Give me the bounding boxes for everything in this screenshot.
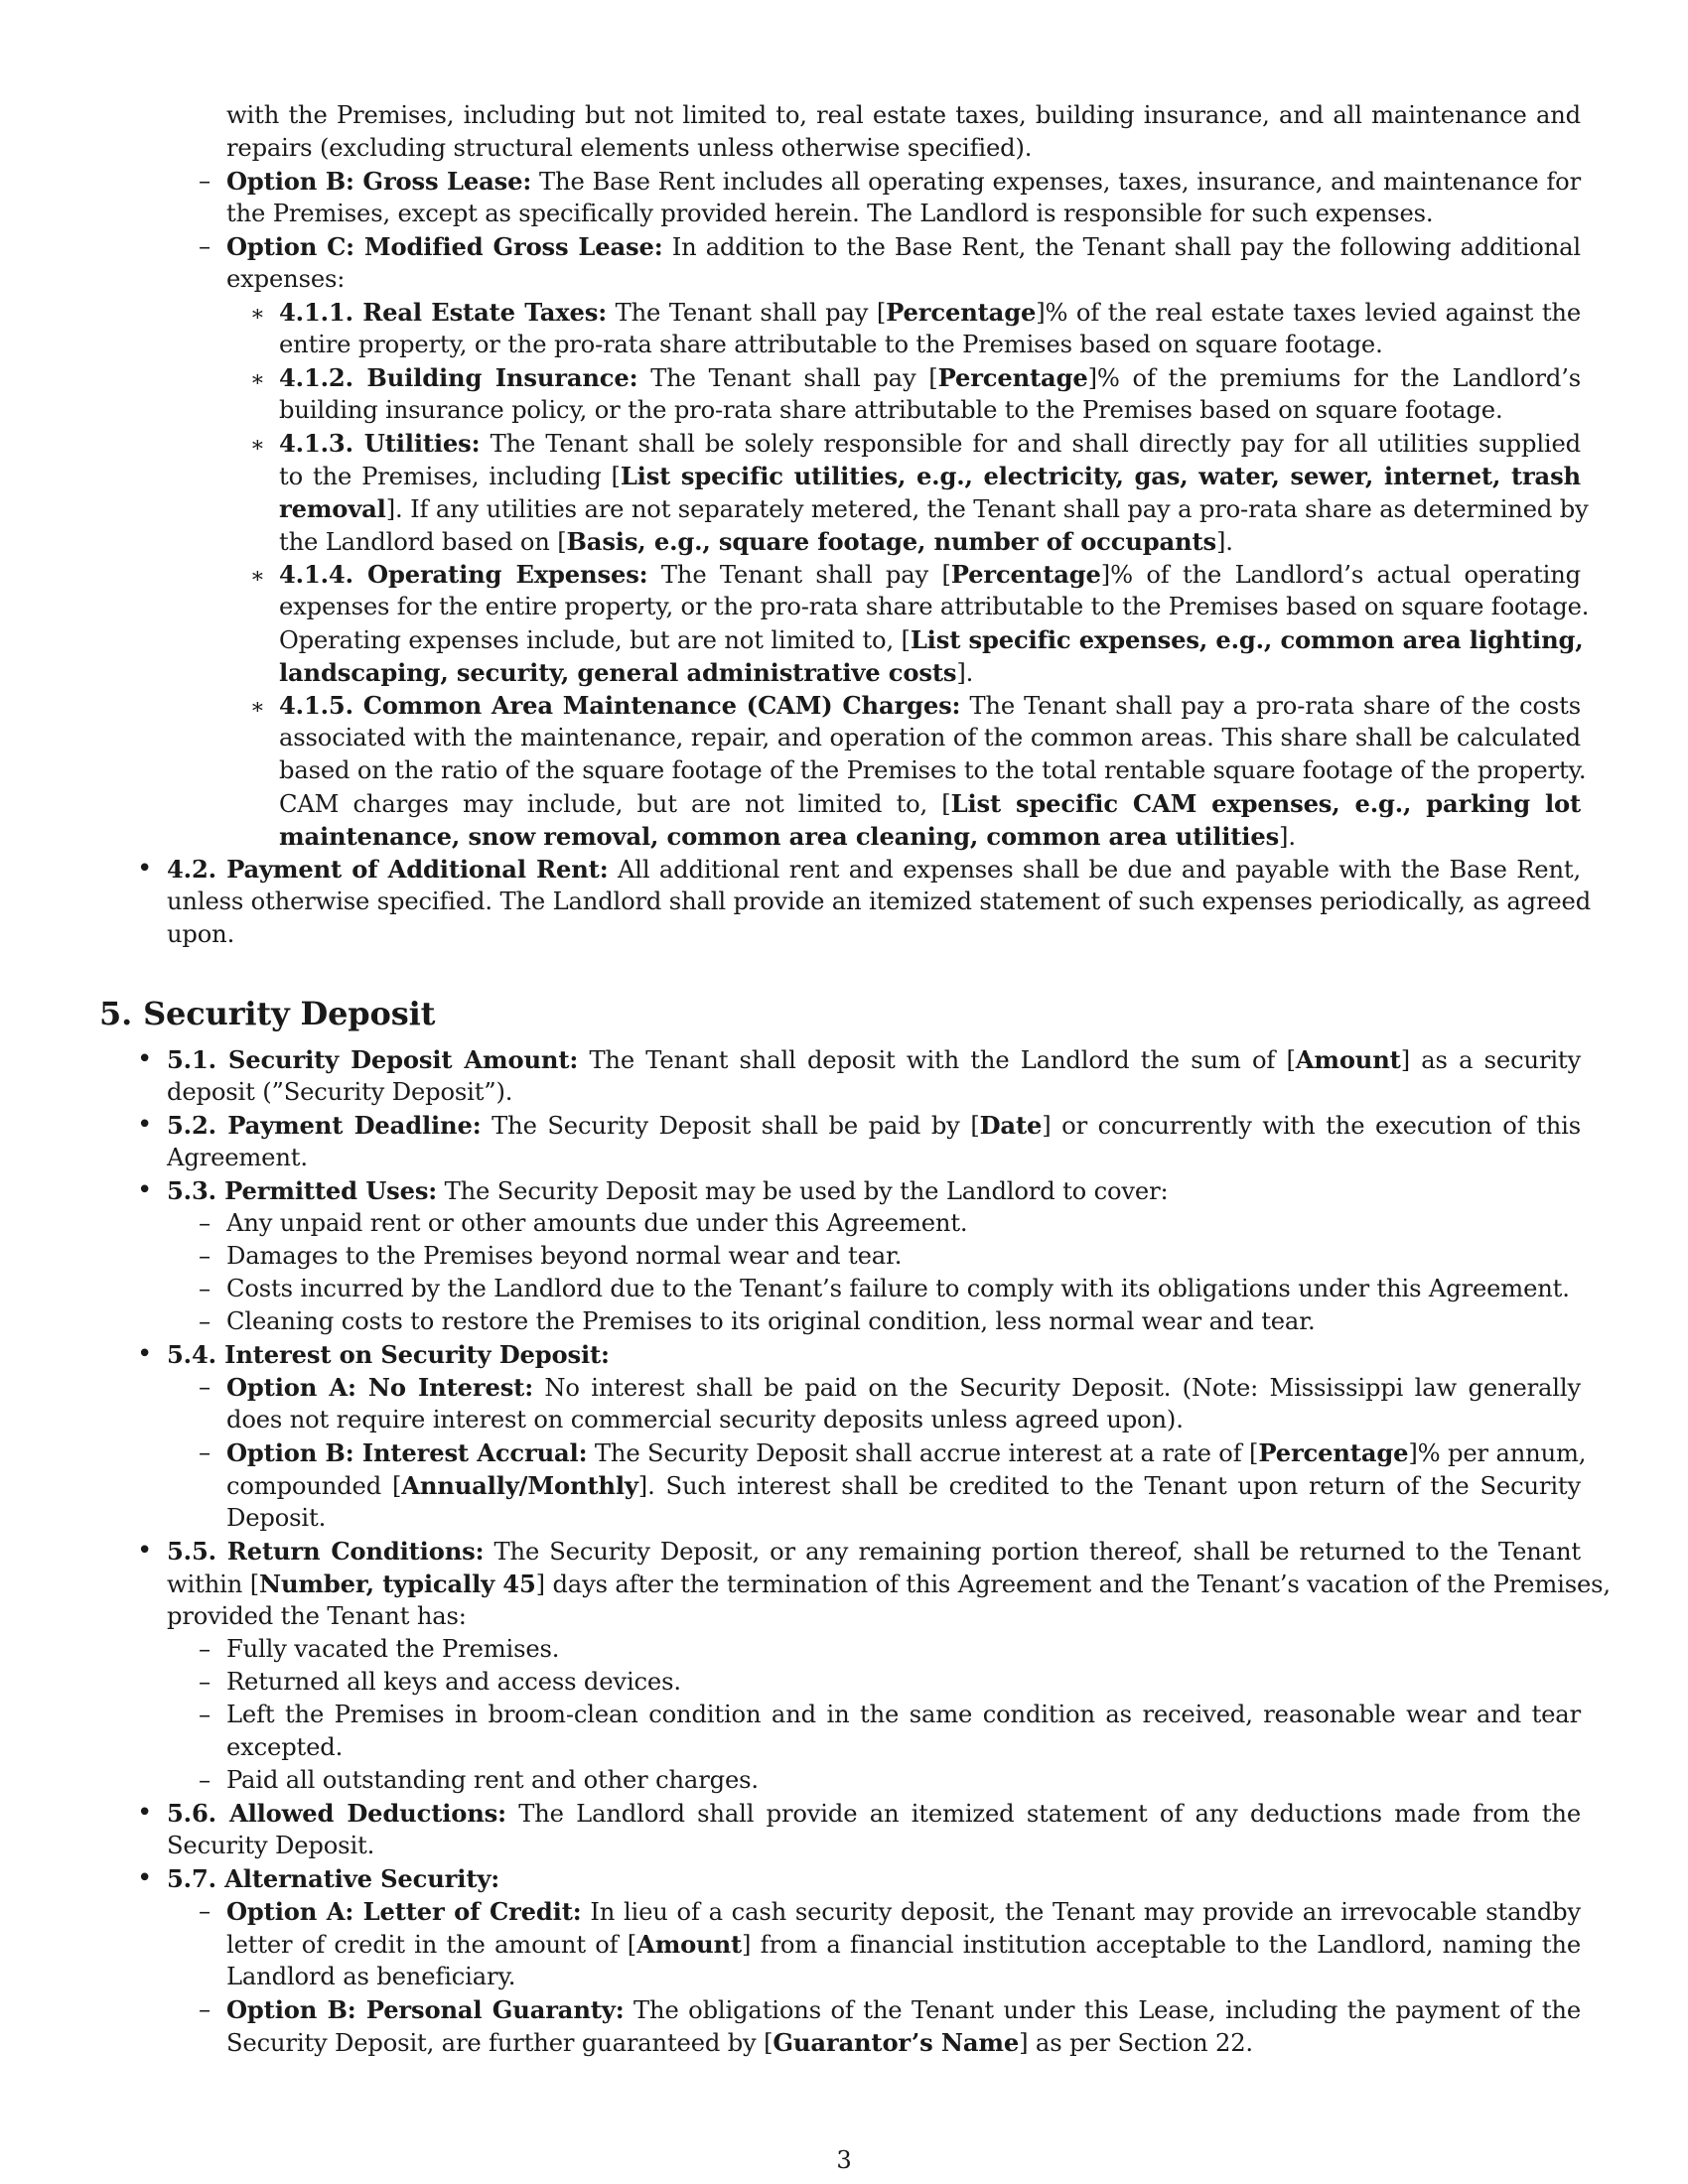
bullet-marker: • [137, 1175, 153, 1205]
item-5-2-line: Agreement. [167, 1144, 308, 1171]
item-5-5-line: provided the Tenant has: [167, 1602, 467, 1630]
item-4-1-4-line: Operating expenses include, but are not limited to, [List specific expenses, e.g., common area lighting, [279, 625, 1584, 654]
item-5-5-line: within [Number, typically 45] days after the termination of this Agreement and the Tenant’s vacation of the Premises, [167, 1570, 1611, 1598]
dash-marker: – [199, 1438, 211, 1466]
option-c-modified-gross-lease: Option C: Modified Gross Lease: In addition to the Base Rent, the Tenant shall pay the following additional [226, 232, 1581, 261]
return-condition-item: Paid all outstanding rent and other charges. [226, 1766, 759, 1794]
option-a-line: does not require interest on commercial security deposits unless agreed upon). [226, 1406, 1184, 1433]
item-5-6: 5.6. Allowed Deductions: The Landlord shall provide an itemized statement of any deductions made from the [167, 1799, 1582, 1828]
item-4-1-2: 4.1.2. Building Insurance: The Tenant shall pay [Percentage]% of the premiums for the Landlord’s [279, 363, 1581, 392]
permitted-use-item: Cleaning costs to restore the Premises to its original condition, less normal wear and tear. [226, 1307, 1316, 1335]
bullet-marker: • [137, 1863, 153, 1893]
return-condition-item: Left the Premises in broom-clean condition and in the same condition as received, reasonable wear and tear [226, 1701, 1581, 1728]
item-4-1-5: 4.1.5. Common Area Maintenance (CAM) Charges: The Tenant shall pay a pro-rata share of the costs [279, 691, 1581, 720]
dash-marker: – [199, 167, 211, 195]
bullet-marker: • [137, 1110, 153, 1140]
return-condition-line: excepted. [226, 1733, 344, 1761]
dash-marker: – [199, 1668, 211, 1696]
bullet-marker: • [137, 1339, 153, 1369]
item-4-1-2-line: building insurance policy, or the pro-rata share attributable to the Premises based on square footage. [279, 396, 1503, 424]
dash-marker: – [199, 232, 211, 260]
item-4-1-3-line: to the Premises, including [List specific utilities, e.g., electricity, gas, water, sewer, internet, trash [279, 462, 1581, 490]
item-4-1-3: 4.1.3. Utilities: The Tenant shall be solely responsible for and shall directly pay for all utilities supplied [279, 429, 1581, 458]
item-4-1-5-line: associated with the maintenance, repair, and operation of the common areas. This share shall be calculated [279, 724, 1581, 751]
star-marker: ∗ [250, 302, 265, 327]
item-4-2: 4.2. Payment of Additional Rent: All additional rent and expenses shall be due and payable with the Base Rent, [167, 855, 1581, 884]
item-5-6-line: Security Deposit. [167, 1832, 375, 1859]
dash-marker: – [199, 1635, 211, 1663]
dash-marker: – [199, 1209, 211, 1237]
dash-marker: – [199, 1373, 211, 1401]
permitted-use-item: Damages to the Premises beyond normal wear and tear. [226, 1242, 903, 1270]
dash-marker: – [199, 1897, 211, 1925]
option-b-line: compounded [Annually/Monthly]. Such interest shall be credited to the Tenant upon return of the Security [226, 1471, 1581, 1500]
item-4-1-3-line: removal]. If any utilities are not separately metered, the Tenant shall pay a pro-rata share as determined by [279, 494, 1589, 523]
option-a-line: letter of credit in the amount of [Amount] from a financial institution acceptable to the Landlord, naming the [226, 1930, 1582, 1959]
page-number: 3 [836, 2146, 852, 2174]
item-4-1-5-line: based on the ratio of the square footage of the Premises to the total rentable square footage of the property. [279, 756, 1587, 784]
star-marker: ∗ [250, 367, 265, 392]
item-5-3: 5.3. Permitted Uses: The Security Deposit may be used by the Landlord to cover: [167, 1176, 1169, 1205]
item-4-1-5-line: CAM charges may include, but are not limited to, [List specific CAM expenses, e.g., parking lot [279, 789, 1581, 818]
item-5-2: 5.2. Payment Deadline: The Security Deposit shall be paid by [Date] or concurrently with the execution of this [167, 1111, 1581, 1140]
bullet-marker: • [137, 1536, 153, 1566]
permitted-use-item: Any unpaid rent or other amounts due under this Agreement. [226, 1209, 968, 1237]
return-condition-item: Returned all keys and access devices. [226, 1668, 681, 1696]
item-4-1-4-line: landscaping, security, general administrative costs]. [279, 658, 974, 687]
option-b-personal-guaranty: Option B: Personal Guaranty: The obligations of the Tenant under this Lease, including the payment of the [226, 1995, 1581, 2024]
item-4-2-line: unless otherwise specified. The Landlord shall provide an itemized statement of such expenses periodically, as agreed [167, 887, 1592, 915]
dash-marker: – [199, 1701, 211, 1728]
star-marker: ∗ [250, 564, 265, 589]
section-heading: 5. Security Deposit [99, 995, 436, 1032]
permitted-use-item: Costs incurred by the Landlord due to the Tenant’s failure to comply with its obligations under this Agreement. [226, 1275, 1570, 1302]
item-4-2-line: upon. [167, 920, 235, 948]
dash-marker: – [199, 1242, 211, 1270]
item-5-4: 5.4. Interest on Security Deposit: [167, 1340, 610, 1369]
star-marker: ∗ [250, 695, 265, 720]
option-b-line: Security Deposit, are further guaranteed by [Guarantor’s Name] as per Section 22. [226, 2028, 1253, 2057]
option-b-line: Deposit. [226, 1504, 327, 1532]
item-4-1-3-line: the Landlord based on [Basis, e.g., square footage, number of occupants]. [279, 527, 1233, 556]
star-marker: ∗ [250, 433, 265, 458]
option-a-line: Landlord as beneficiary. [226, 1963, 516, 1990]
return-condition-item: Fully vacated the Premises. [226, 1635, 560, 1663]
dash-marker: – [199, 1307, 211, 1335]
option-b-line: the Premises, except as specifically provided herein. The Landlord is responsible for such expenses. [226, 200, 1434, 227]
option-a-letter-of-credit: Option A: Letter of Credit: In lieu of a cash security deposit, the Tenant may provide an irrevocable standby [226, 1897, 1582, 1926]
dash-marker: – [199, 1275, 211, 1302]
bullet-marker: • [137, 1044, 153, 1074]
option-b-gross-lease: Option B: Gross Lease: The Base Rent includes all operating expenses, taxes, insurance, and maintenance for [226, 167, 1581, 196]
item-4-1-4: 4.1.4. Operating Expenses: The Tenant shall pay [Percentage]% of the Landlord’s actual operating [279, 560, 1581, 589]
item-5-1-line: deposit (”Security Deposit”). [167, 1078, 513, 1106]
item-5-7: 5.7. Alternative Security: [167, 1864, 500, 1893]
item-4-1-5-line: maintenance, snow removal, common area cleaning, common area utilities]. [279, 822, 1296, 851]
option-b-interest-accrual: Option B: Interest Accrual: The Security Deposit shall accrue interest at a rate of [Percentage]% per annum, [226, 1438, 1587, 1467]
item-5-1: 5.1. Security Deposit Amount: The Tenant shall deposit with the Landlord the sum of [Amount] as a security [167, 1045, 1581, 1074]
option-a-no-interest: Option A: No Interest: No interest shall be paid on the Security Deposit. (Note: Mississippi law generally [226, 1373, 1581, 1402]
bullet-marker: • [137, 1798, 153, 1828]
continuation-line: with the Premises, including but not limited to, real estate taxes, building insurance, and all maintenance and [226, 101, 1581, 129]
item-5-5: 5.5. Return Conditions: The Security Deposit, or any remaining portion thereof, shall be returned to the Tenant [167, 1537, 1581, 1566]
continuation-line: repairs (excluding structural elements unless otherwise specified). [226, 134, 1033, 162]
item-4-1-1-line: entire property, or the pro-rata share attributable to the Premises based on square footage. [279, 331, 1383, 358]
dash-marker: – [199, 1995, 211, 2023]
dash-marker: – [199, 1766, 211, 1794]
item-4-1-1: 4.1.1. Real Estate Taxes: The Tenant shall pay [Percentage]% of the real estate taxes levied against the [279, 298, 1582, 327]
item-4-1-4-line: expenses for the entire property, or the pro-rata share attributable to the Premises based on square footage. [279, 593, 1590, 620]
option-c-line: expenses: [226, 265, 346, 293]
bullet-marker: • [137, 854, 153, 884]
